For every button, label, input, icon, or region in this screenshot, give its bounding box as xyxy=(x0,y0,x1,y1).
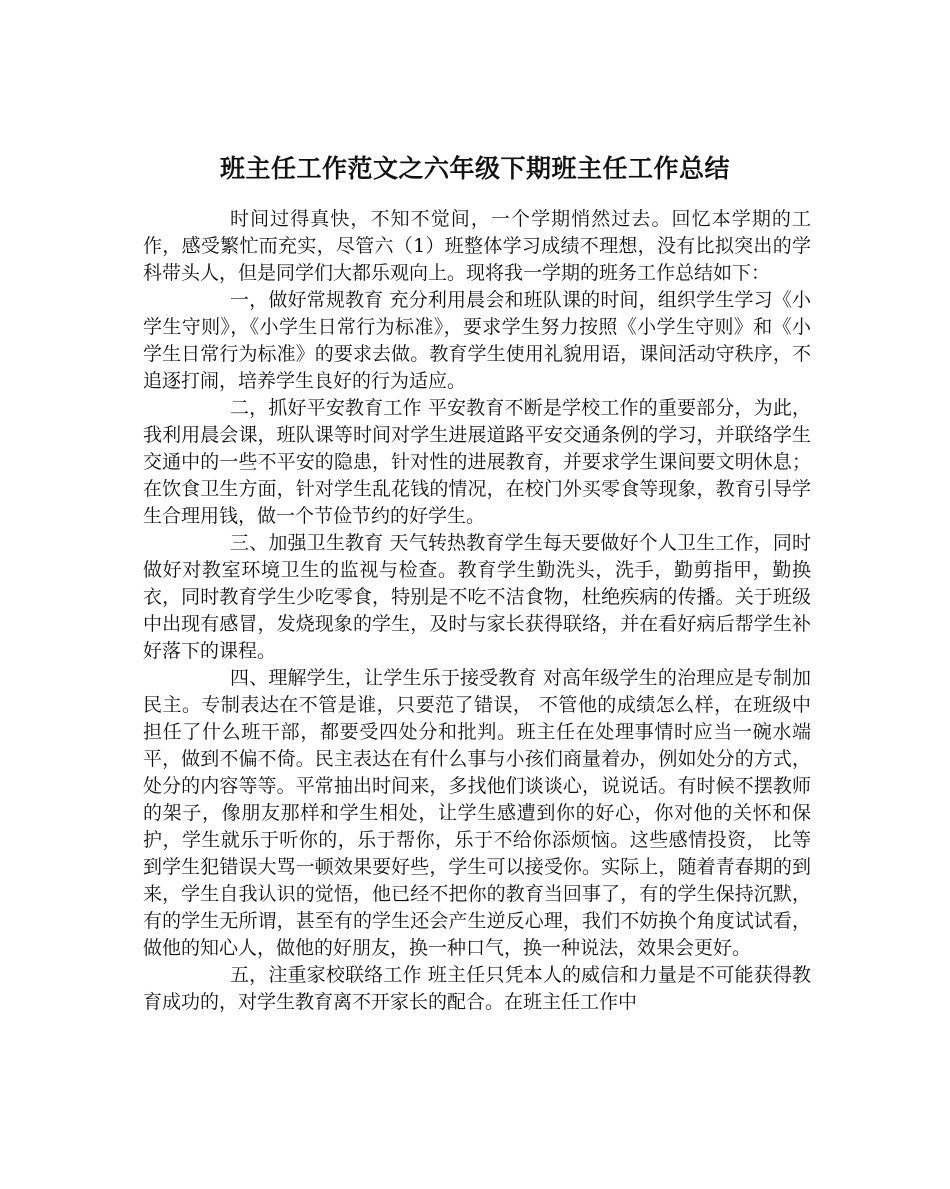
paragraph-safety-education: 二，抓好平安教育工作 平安教育不断是学校工作的重要部分，为此，我利用晨会课，班队课等时间对学生进展道路平安交通条例的学习，并联络学生交通中的一些不平安的隐患，针对性的进展教育，并要求学生课间要文明休息；在饮食卫生方面，针对学生乱花钱的情况，在校门外买零食等现象，教育引导学生合理用钱，做一个节俭节约的好学生。 xyxy=(143,397,811,527)
document-title: 班主任工作范文之六年级下期班主任工作总结 xyxy=(219,153,730,183)
document-body xyxy=(143,206,811,1016)
paragraph-routine-education: 一，做好常规教育 充分利用晨会和班队课的时间，组织学生学习《小学生守则》，《小学生日常行为标准》，要求学生努力按照《小学生守则》和《小学生日常行为标准》的要求去做。教育学生使用礼貌用语，课间活动守秩序，不追逐打闹，培养学生良好的行为适应。 xyxy=(143,289,811,392)
paragraph-home-school-contact: 五，注重家校联络工作 班主任只凭本人的威信和力量是不可能获得教育成功的，对学生教育离不开家长的配合。在班主任工作中 xyxy=(143,964,811,1013)
paragraph-understanding-students: 四、理解学生，让学生乐于接受教育 对高年级学生的治理应是专制加民主。专制表达在不管是谁，只要范了错误， 不管他的成绩怎么样，在班级中担任了什么班干部，都要受四处分和批判。班主任在处理事情时应当一碗水端平，做到不偏不倚。民主表达在有什么事与小孩们商量着办，例如处分的方式，处分的内容等等。平常抽出时间来，多找他们谈谈心，说说话。有时候不摆教师的架子，像朋友那样和学生相处，让学生感遭到你的好心，你对他的关怀和保护，学生就乐于听你的，乐于帮你，乐于不给你添烦恼。这些感情投资， 比等到学生犯错误大骂一顿效果要好些，学生可以接受你。实际上，随着青春期的到来，学生自我认识的觉悟，他已经不把你的教育当回事了，有的学生保持沉默，有的学生无所谓，甚至有的学生还会产生逆反心理，我们不妨换个角度试试看，做他的知心人，做他的好朋友，换一种口气，换一种说法，效果会更好。 xyxy=(143,667,811,959)
paragraph-hygiene-education: 三、加强卫生教育 天气转热教育学生每天要做好个人卫生工作，同时做好对教室环境卫生的监视与检查。教育学生勤洗头，洗手，勤剪指甲，勤换衣，同时教育学生少吃零食，特别是不吃不洁食物，杜绝疾病的传播。关于班级中出现有感冒，发烧现象的学生，及时与家长获得联络，并在看好病后帮学生补好落下的课程。 xyxy=(143,532,811,662)
paragraph-intro: 时间过得真快，不知不觉间，一个学期悄然过去。回忆本学期的工作，感受繁忙而充实，尽管六（1）班整体学习成绩不理想，没有比拟突出的学科带头人，但是同学们大都乐观向上。现将我一学期的班务工作总结如下： xyxy=(143,208,811,284)
